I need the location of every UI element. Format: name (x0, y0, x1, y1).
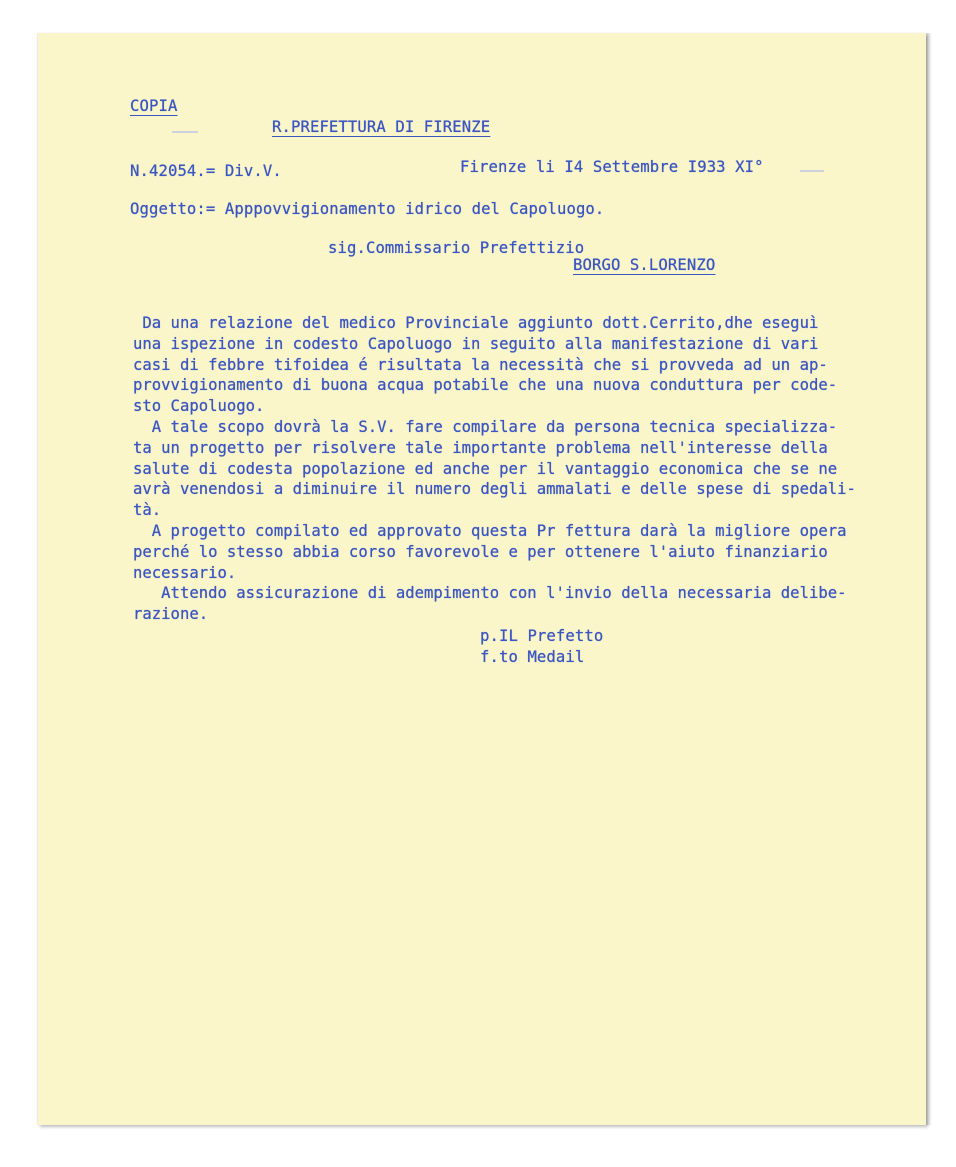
body-line: casi di febbre tifoidea é risultata la necessità che si provveda ad un ap- (133, 355, 828, 374)
body-line: tà. (133, 501, 162, 520)
signature-name: f.to Medail (480, 648, 585, 666)
body-line: perché lo stesso abbia corso favorevole e per ottenere l'aiuto finanziario (133, 542, 828, 561)
office-heading: R.PREFETTURA DI FIRENZE (272, 118, 491, 136)
body-line: razione. (133, 605, 209, 624)
body-line: Da una relazione del medico Provinciale aggiunto dott.Cerrito,dhe eseguì (133, 314, 819, 332)
copy-label: COPIA (130, 97, 178, 115)
body-line: avrà venendosi a diminuire il numero degli ammalati e delle spese di spedali- (133, 480, 856, 499)
sheet-edge (926, 33, 932, 1125)
body-line: necessario. (133, 563, 237, 582)
recipient-title: sig.Commissario Prefettizio (328, 239, 585, 257)
body-line: ta un progetto per risolvere tale importante problema nell'interesse della (133, 438, 828, 457)
recipient-place: BORGO S.LORENZO (573, 256, 716, 274)
body-line: A progetto compilato ed approvato questa Pr fettura darà la migliore opera (133, 522, 847, 540)
ink-smudge-date (800, 170, 824, 172)
body-line: sto Capoluogo. (133, 397, 265, 416)
place-date: Firenze li I4 Settembre I933 XI° (460, 158, 764, 176)
body-line: provvigionamento di buona acqua potabile che una nuova conduttura per code- (133, 376, 838, 395)
body-line: Attendo assicurazione di adempimento con l'invio della necessaria delibe- (133, 584, 847, 603)
body-line: salute di codesta popolazione ed anche per il vantaggio economica che se ne (133, 459, 838, 478)
protocol-number: N.42054.= Div.V. (130, 162, 282, 180)
signature-title: p.IL Prefetto (480, 627, 604, 645)
subject-line: Oggetto:= Apppovvigionamento idrico del Capoluogo. (130, 200, 605, 218)
ink-smudge (172, 131, 198, 133)
body-line: A tale scopo dovrà la S.V. fare compilare da persona tecnica specializza- (133, 418, 838, 436)
body-line: una ispezione in codesto Capoluogo in seguito alla manifestazione di vari (133, 334, 819, 353)
